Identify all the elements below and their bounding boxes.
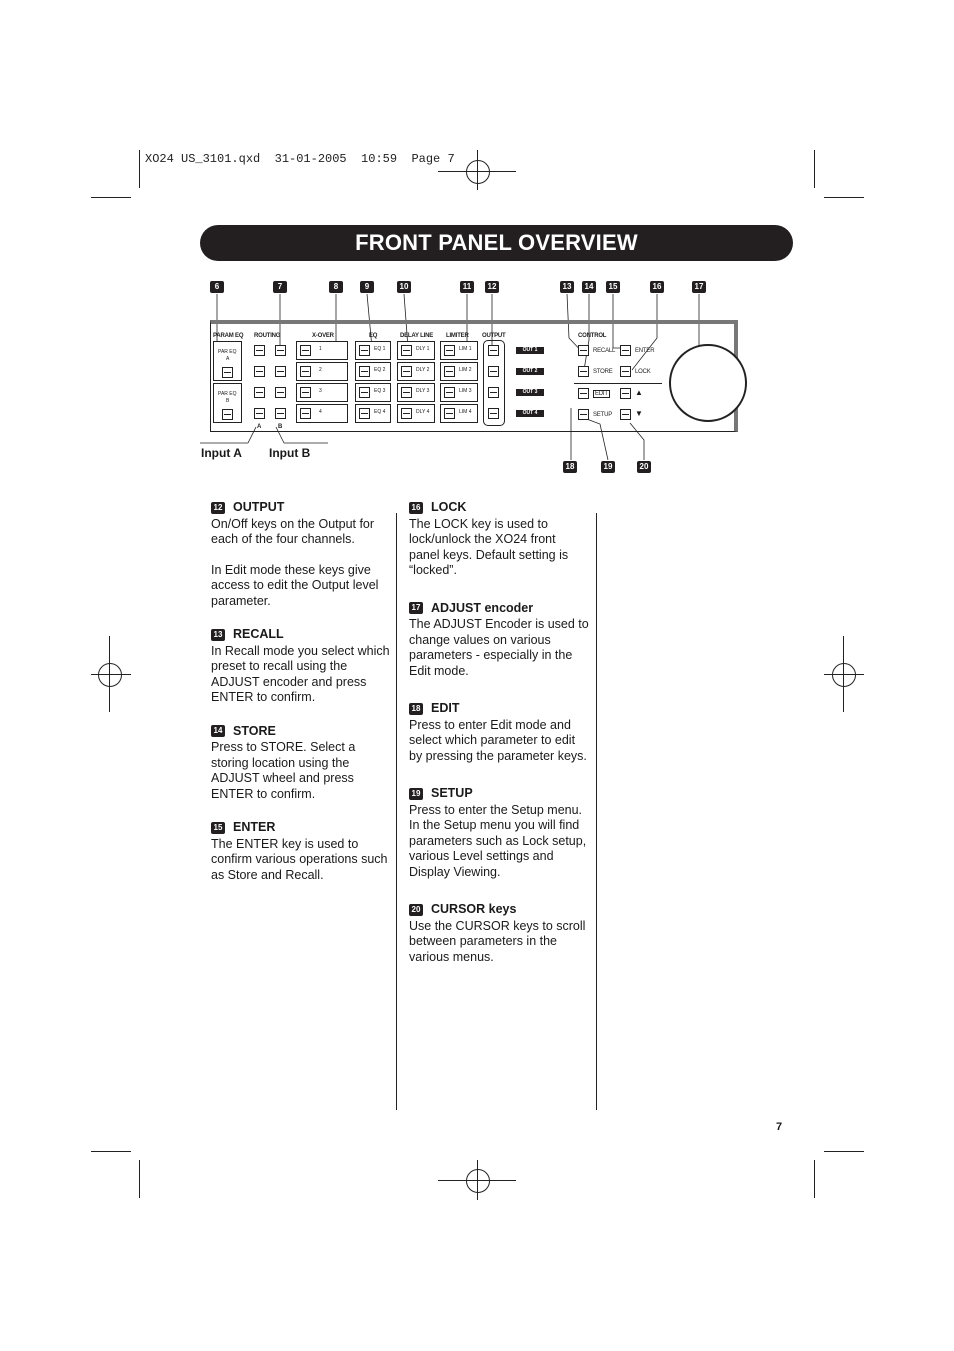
eq-key-4[interactable] — [359, 408, 370, 419]
par-eq-b-sub: B — [226, 398, 230, 404]
registration-mark-icon — [466, 1169, 490, 1193]
item-text: The ADJUST Encoder is used to change values on various parameters - especially in the Edit mode. — [409, 617, 589, 678]
dly-4-label: DLY 4 — [416, 409, 430, 415]
item-heading: SETUP — [431, 786, 473, 800]
item-text: Use the CURSOR keys to scroll between parameters in the various menus. — [409, 918, 586, 964]
xover-key-4[interactable] — [300, 408, 311, 419]
setup-button[interactable] — [578, 409, 589, 420]
output-key-1[interactable] — [488, 345, 499, 356]
item-text: Press to STORE. Select a storing location using the ADJUST wheel and press ENTER to confirm. — [211, 740, 356, 801]
par-eq-a-sub: A — [226, 356, 230, 362]
cursor-down-icon: ▼ — [635, 409, 643, 418]
routing-key[interactable] — [275, 387, 286, 398]
item-text: Press to enter the Setup menu. In the Setup menu you will find parameters such as Lock setup, various Level settings and Display Viewing. — [409, 802, 587, 879]
label-limiter: LIMITER — [446, 333, 469, 339]
cursor-up-icon: ▲ — [635, 388, 643, 397]
edit-label: EDIT — [595, 391, 608, 397]
out-1-badge: OUT 1 — [516, 347, 544, 354]
eq-key-1[interactable] — [359, 345, 370, 356]
item-cursor — [409, 902, 589, 965]
store-label: STORE — [593, 369, 613, 375]
dly-key-4[interactable] — [401, 408, 412, 419]
lim-2-label: LIM 2 — [459, 367, 472, 373]
callout-7: 7 — [273, 281, 287, 293]
callout-16: 16 — [650, 281, 664, 293]
item-number: 12 — [211, 502, 225, 514]
dly-1-label: DLY 1 — [416, 346, 430, 352]
item-number: 19 — [409, 788, 423, 800]
label-delay-line: DELAY LINE — [400, 333, 434, 339]
setup-label: SETUP — [593, 412, 613, 418]
item-setup — [409, 786, 589, 880]
registration-mark-icon — [477, 1160, 478, 1200]
routing-b-label: B — [278, 424, 283, 430]
callout-11: 11 — [460, 281, 474, 293]
page-title: FRONT PANEL OVERVIEW — [355, 230, 638, 255]
callout-10: 10 — [397, 281, 411, 293]
callout-12: 12 — [485, 281, 499, 293]
par-eq-a-label: PAR EQ — [218, 349, 237, 355]
lim-key-1[interactable] — [444, 345, 455, 356]
item-text: In Edit mode these keys give access to edit the Output level parameter. — [211, 562, 379, 608]
callout-13: 13 — [560, 281, 574, 293]
item-number: 13 — [211, 629, 225, 641]
dly-3-label: DLY 3 — [416, 388, 430, 394]
registration-mark-icon — [91, 674, 131, 675]
registration-mark-icon — [843, 636, 844, 712]
item-number: 14 — [211, 725, 225, 737]
item-text: In Recall mode you select which preset to recall using the ADJUST encoder and press ENTER to confirm. — [211, 643, 390, 704]
control-divider — [574, 383, 662, 384]
enter-button[interactable] — [620, 345, 631, 356]
xover-key-2[interactable] — [300, 366, 311, 377]
label-output: OUTPUT — [482, 333, 506, 339]
item-edit — [409, 701, 589, 764]
crop-mark — [91, 197, 131, 198]
column-middle — [409, 500, 589, 981]
routing-key[interactable] — [275, 408, 286, 419]
out-3-badge: OUT 3 — [516, 389, 544, 396]
par-eq-b-label: PAR EQ — [218, 391, 237, 397]
item-heading: ENTER — [233, 820, 276, 834]
registration-mark-icon — [824, 674, 864, 675]
eq-2-label: EQ 2 — [374, 367, 386, 373]
item-heading: STORE — [233, 723, 276, 738]
lim-key-2[interactable] — [444, 366, 455, 377]
page-number: 7 — [776, 1121, 783, 1133]
item-number: 15 — [211, 822, 225, 834]
file-header: XO24 US_3101.qxd 31-01-2005 10:59 Page 7 — [145, 152, 455, 166]
xover-4-label: 4 — [319, 409, 322, 415]
item-text: The LOCK key is used to lock/unlock the XO24 front panel keys. Default setting is “locked”. — [409, 516, 569, 577]
cursor-down-button[interactable] — [620, 409, 631, 420]
item-heading: LOCK — [431, 500, 467, 514]
par-eq-b-key[interactable] — [222, 409, 233, 420]
xover-3-label: 3 — [319, 388, 322, 394]
item-heading: CURSOR keys — [431, 902, 517, 916]
callout-14: 14 — [582, 281, 596, 293]
item-number: 16 — [409, 502, 423, 514]
callout-19: 19 — [601, 461, 615, 473]
adjust-encoder-knob[interactable] — [669, 344, 747, 422]
label-xover: X-OVER — [312, 333, 334, 339]
edit-button[interactable] — [578, 388, 589, 399]
routing-key[interactable] — [275, 366, 286, 377]
registration-mark-icon — [466, 160, 490, 184]
recall-label: RECALL — [593, 348, 616, 354]
item-number: 17 — [409, 602, 423, 614]
callout-20: 20 — [637, 461, 651, 473]
par-eq-a-key[interactable] — [222, 367, 233, 378]
out-2-badge: OUT 2 — [516, 368, 544, 375]
eq-key-3[interactable] — [359, 387, 370, 398]
column-rule — [396, 513, 397, 1110]
title-bar — [200, 225, 793, 261]
output-key-4[interactable] — [488, 408, 499, 419]
item-adjust — [409, 601, 589, 680]
output-key-3[interactable] — [488, 387, 499, 398]
item-heading: RECALL — [233, 627, 284, 641]
label-eq: EQ — [369, 333, 378, 339]
registration-mark-icon — [832, 663, 856, 687]
registration-mark-icon — [477, 150, 478, 190]
column-left — [211, 500, 391, 899]
item-output — [211, 500, 391, 609]
crop-mark — [91, 1151, 131, 1152]
enter-label: ENTER — [635, 348, 655, 354]
item-recall — [211, 627, 391, 706]
dly-key-2[interactable] — [401, 366, 412, 377]
input-b-label: Input B — [269, 446, 311, 460]
item-number: 20 — [409, 904, 423, 916]
label-control: CONTROL — [578, 333, 607, 339]
lim-4-label: LIM 4 — [459, 409, 472, 415]
store-button[interactable] — [578, 366, 589, 377]
crop-mark — [814, 1160, 815, 1198]
lim-key-4[interactable] — [444, 408, 455, 419]
lim-key-3[interactable] — [444, 387, 455, 398]
routing-key[interactable] — [254, 408, 265, 419]
item-heading: ADJUST encoder — [431, 600, 534, 615]
lim-1-label: LIM 1 — [459, 346, 472, 352]
crop-mark — [139, 150, 140, 188]
callout-8: 8 — [329, 281, 343, 293]
eq-key-2[interactable] — [359, 366, 370, 377]
cursor-up-button[interactable] — [620, 388, 631, 399]
eq-4-label: EQ 4 — [374, 409, 386, 415]
routing-key[interactable] — [275, 345, 286, 356]
lock-label: LOCK — [635, 369, 651, 375]
item-heading: OUTPUT — [233, 500, 285, 514]
dly-2-label: DLY 2 — [416, 367, 430, 373]
crop-mark — [139, 1160, 140, 1198]
label-param-eq: PARAM EQ — [213, 333, 244, 339]
crop-mark — [814, 150, 815, 188]
lock-button[interactable] — [620, 366, 631, 377]
crop-mark — [824, 197, 864, 198]
item-enter — [211, 820, 391, 883]
item-heading: EDIT — [431, 701, 460, 715]
eq-3-label: EQ 3 — [374, 388, 386, 394]
callout-9: 9 — [360, 281, 374, 293]
dly-key-3[interactable] — [401, 387, 412, 398]
recall-button[interactable] — [578, 345, 589, 356]
xover-2-label: 2 — [319, 367, 322, 373]
callout-15: 15 — [606, 281, 620, 293]
item-store — [211, 724, 391, 803]
routing-a-label: A — [257, 424, 262, 430]
item-text: Press to enter Edit mode and select which parameter to edit by pressing the parameter keys. — [409, 717, 587, 763]
out-4-badge: OUT 4 — [516, 410, 544, 417]
registration-mark-icon — [98, 663, 122, 687]
xover-1-label: 1 — [319, 346, 322, 352]
routing-key[interactable] — [254, 345, 265, 356]
item-text: On/Off keys on the Output for each of the four channels. — [211, 516, 375, 546]
output-key-2[interactable] — [488, 366, 499, 377]
crop-mark — [824, 1151, 864, 1152]
registration-mark-icon — [109, 636, 110, 712]
routing-key[interactable] — [254, 366, 265, 377]
callout-18: 18 — [563, 461, 577, 473]
item-number: 18 — [409, 703, 423, 715]
column-rule — [596, 513, 597, 1110]
dly-key-1[interactable] — [401, 345, 412, 356]
callout-17: 17 — [692, 281, 706, 293]
item-text: The ENTER key is used to confirm various operations such as Store and Recall. — [211, 836, 388, 882]
label-routing: ROUTING — [254, 333, 281, 339]
xover-key-3[interactable] — [300, 387, 311, 398]
item-lock — [409, 500, 589, 579]
front-panel-diagram — [210, 320, 740, 432]
routing-key[interactable] — [254, 387, 265, 398]
lim-3-label: LIM 3 — [459, 388, 472, 394]
xover-key-1[interactable] — [300, 345, 311, 356]
callout-6: 6 — [210, 281, 224, 293]
eq-1-label: EQ 1 — [374, 346, 386, 352]
input-a-label: Input A — [201, 446, 242, 460]
